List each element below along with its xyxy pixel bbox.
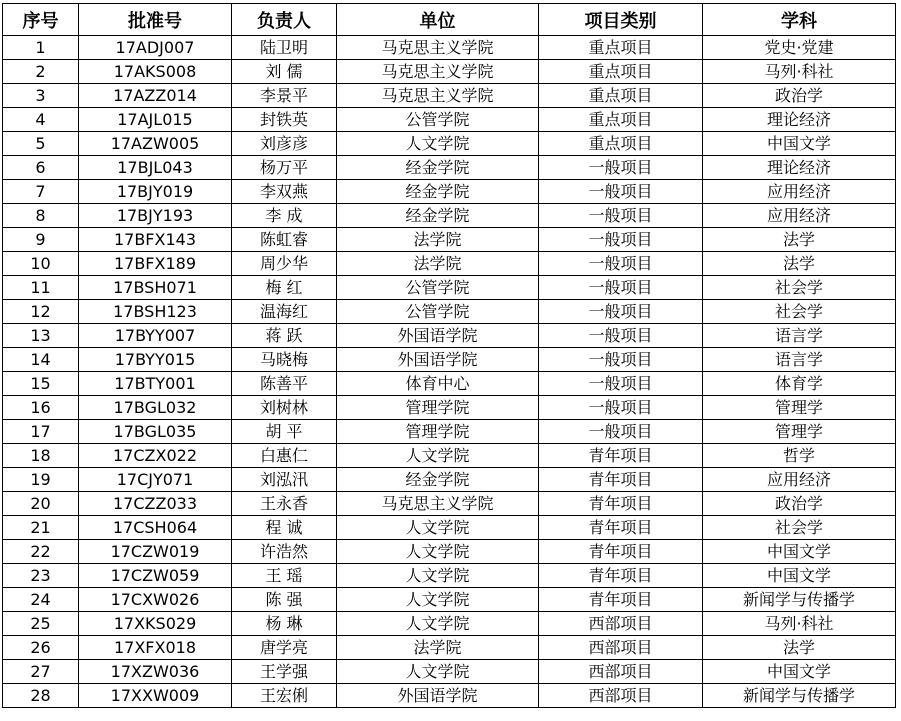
table-row: [3, 180, 896, 204]
cell-discipline: 管理学: [703, 420, 896, 444]
cell-index: 24: [3, 588, 79, 612]
table-row: [3, 660, 896, 684]
cell-leader: 陈 强: [232, 588, 337, 612]
cell-approval-number: 17BYY015: [79, 348, 232, 372]
cell-index: 1: [3, 36, 79, 60]
cell-unit: 人文学院: [337, 132, 539, 156]
cell-index: 4: [3, 108, 79, 132]
cell-index: 19: [3, 468, 79, 492]
cell-approval-number: 17BJY019: [79, 180, 232, 204]
header-project-category: 项目类别: [539, 4, 703, 36]
cell-leader: 刘泓汛: [232, 468, 337, 492]
cell-index: 23: [3, 564, 79, 588]
cell-discipline: 新闻学与传播学: [703, 684, 896, 708]
cell-discipline: 中国文学: [703, 660, 896, 684]
cell-unit: 马克思主义学院: [337, 60, 539, 84]
table-row: [3, 156, 896, 180]
cell-approval-number: 17BYY007: [79, 324, 232, 348]
cell-project-category: 一般项目: [539, 228, 703, 252]
cell-discipline: 马列·科社: [703, 612, 896, 636]
cell-index: 18: [3, 444, 79, 468]
cell-index: 20: [3, 492, 79, 516]
cell-project-category: 一般项目: [539, 396, 703, 420]
table-row: [3, 300, 896, 324]
table-row: [3, 444, 896, 468]
cell-project-category: 青年项目: [539, 468, 703, 492]
cell-project-category: 一般项目: [539, 156, 703, 180]
table-row: [3, 540, 896, 564]
cell-discipline: 法学: [703, 636, 896, 660]
cell-leader: 李双燕: [232, 180, 337, 204]
cell-leader: 程 诚: [232, 516, 337, 540]
cell-index: 5: [3, 132, 79, 156]
cell-approval-number: 17AZZ014: [79, 84, 232, 108]
cell-approval-number: 17ADJ007: [79, 36, 232, 60]
table-row: [3, 516, 896, 540]
cell-discipline: 应用经济: [703, 180, 896, 204]
cell-discipline: 语言学: [703, 348, 896, 372]
cell-unit: 经金学院: [337, 180, 539, 204]
table-row: [3, 132, 896, 156]
cell-leader: 梅 红: [232, 276, 337, 300]
cell-unit: 马克思主义学院: [337, 36, 539, 60]
cell-discipline: 政治学: [703, 84, 896, 108]
cell-project-category: 重点项目: [539, 108, 703, 132]
cell-project-category: 一般项目: [539, 252, 703, 276]
cell-project-category: 西部项目: [539, 612, 703, 636]
cell-discipline: 社会学: [703, 516, 896, 540]
cell-project-category: 青年项目: [539, 564, 703, 588]
cell-unit: 法学院: [337, 636, 539, 660]
table-row: [3, 348, 896, 372]
table-row: [3, 324, 896, 348]
cell-approval-number: 17AJL015: [79, 108, 232, 132]
cell-leader: 温海红: [232, 300, 337, 324]
cell-project-category: 西部项目: [539, 660, 703, 684]
cell-approval-number: 17BGL035: [79, 420, 232, 444]
table-row: [3, 636, 896, 660]
cell-project-category: 西部项目: [539, 636, 703, 660]
cell-project-category: 一般项目: [539, 204, 703, 228]
cell-approval-number: 17CJY071: [79, 468, 232, 492]
cell-unit: 人文学院: [337, 516, 539, 540]
table-row: [3, 564, 896, 588]
header-row: [3, 4, 896, 36]
cell-project-category: 一般项目: [539, 348, 703, 372]
cell-approval-number: 17BTY001: [79, 372, 232, 396]
table-row: [3, 588, 896, 612]
cell-discipline: 体育学: [703, 372, 896, 396]
table-row: [3, 420, 896, 444]
cell-discipline: 理论经济: [703, 156, 896, 180]
cell-discipline: 哲学: [703, 444, 896, 468]
cell-index: 15: [3, 372, 79, 396]
table-row: [3, 60, 896, 84]
cell-leader: 封铁英: [232, 108, 337, 132]
cell-discipline: 理论经济: [703, 108, 896, 132]
cell-unit: 法学院: [337, 228, 539, 252]
cell-unit: 外国语学院: [337, 324, 539, 348]
cell-unit: 法学院: [337, 252, 539, 276]
cell-project-category: 重点项目: [539, 60, 703, 84]
cell-project-category: 重点项目: [539, 36, 703, 60]
cell-unit: 体育中心: [337, 372, 539, 396]
cell-approval-number: 17AKS008: [79, 60, 232, 84]
cell-unit: 马克思主义学院: [337, 84, 539, 108]
cell-discipline: 马列·科社: [703, 60, 896, 84]
cell-unit: 人文学院: [337, 564, 539, 588]
cell-approval-number: 17BSH123: [79, 300, 232, 324]
cell-approval-number: 17CSH064: [79, 516, 232, 540]
cell-discipline: 社会学: [703, 276, 896, 300]
cell-project-category: 西部项目: [539, 684, 703, 708]
cell-leader: 刘 儒: [232, 60, 337, 84]
cell-index: 10: [3, 252, 79, 276]
cell-project-category: 青年项目: [539, 540, 703, 564]
cell-leader: 王学强: [232, 660, 337, 684]
cell-discipline: 中国文学: [703, 132, 896, 156]
cell-leader: 王宏俐: [232, 684, 337, 708]
table-body: [3, 36, 896, 708]
cell-approval-number: 17XZW036: [79, 660, 232, 684]
cell-leader: 许浩然: [232, 540, 337, 564]
cell-unit: 外国语学院: [337, 684, 539, 708]
cell-leader: 胡 平: [232, 420, 337, 444]
cell-project-category: 一般项目: [539, 420, 703, 444]
cell-discipline: 语言学: [703, 324, 896, 348]
cell-project-category: 青年项目: [539, 516, 703, 540]
cell-leader: 白惠仁: [232, 444, 337, 468]
cell-unit: 人文学院: [337, 540, 539, 564]
table-row: [3, 372, 896, 396]
header-discipline: 学科: [703, 4, 896, 36]
table-row: [3, 252, 896, 276]
cell-leader: 王永香: [232, 492, 337, 516]
cell-leader: 唐学亮: [232, 636, 337, 660]
cell-discipline: 社会学: [703, 300, 896, 324]
cell-project-category: 一般项目: [539, 372, 703, 396]
cell-leader: 陈虹睿: [232, 228, 337, 252]
table-row: [3, 276, 896, 300]
cell-index: 25: [3, 612, 79, 636]
project-table: [2, 3, 896, 708]
cell-unit: 公管学院: [337, 276, 539, 300]
cell-approval-number: 17CZW019: [79, 540, 232, 564]
cell-unit: 外国语学院: [337, 348, 539, 372]
cell-index: 7: [3, 180, 79, 204]
table-row: [3, 492, 896, 516]
cell-index: 14: [3, 348, 79, 372]
cell-leader: 李 成: [232, 204, 337, 228]
cell-approval-number: 17BSH071: [79, 276, 232, 300]
cell-index: 28: [3, 684, 79, 708]
cell-discipline: 应用经济: [703, 204, 896, 228]
cell-approval-number: 17CXW026: [79, 588, 232, 612]
cell-approval-number: 17CZZ033: [79, 492, 232, 516]
cell-index: 11: [3, 276, 79, 300]
cell-index: 2: [3, 60, 79, 84]
cell-project-category: 重点项目: [539, 84, 703, 108]
cell-index: 27: [3, 660, 79, 684]
table-row: [3, 108, 896, 132]
header-leader: 负责人: [232, 4, 337, 36]
cell-approval-number: 17XKS029: [79, 612, 232, 636]
cell-approval-number: 17XFX018: [79, 636, 232, 660]
cell-project-category: 一般项目: [539, 180, 703, 204]
cell-leader: 王 瑶: [232, 564, 337, 588]
cell-index: 6: [3, 156, 79, 180]
table-row: [3, 684, 896, 708]
cell-discipline: 管理学: [703, 396, 896, 420]
cell-project-category: 青年项目: [539, 588, 703, 612]
cell-project-category: 重点项目: [539, 132, 703, 156]
cell-discipline: 应用经济: [703, 468, 896, 492]
cell-index: 8: [3, 204, 79, 228]
cell-leader: 周少华: [232, 252, 337, 276]
cell-index: 9: [3, 228, 79, 252]
cell-project-category: 一般项目: [539, 300, 703, 324]
cell-discipline: 中国文学: [703, 564, 896, 588]
cell-approval-number: 17BFX189: [79, 252, 232, 276]
cell-discipline: 新闻学与传播学: [703, 588, 896, 612]
table-row: [3, 228, 896, 252]
cell-index: 17: [3, 420, 79, 444]
cell-discipline: 政治学: [703, 492, 896, 516]
cell-leader: 李景平: [232, 84, 337, 108]
cell-discipline: 法学: [703, 252, 896, 276]
cell-approval-number: 17XXW009: [79, 684, 232, 708]
cell-unit: 经金学院: [337, 156, 539, 180]
cell-index: 21: [3, 516, 79, 540]
table-row: [3, 204, 896, 228]
cell-unit: 人文学院: [337, 660, 539, 684]
cell-index: 16: [3, 396, 79, 420]
cell-index: 13: [3, 324, 79, 348]
cell-project-category: 一般项目: [539, 324, 703, 348]
cell-unit: 经金学院: [337, 204, 539, 228]
cell-project-category: 青年项目: [539, 444, 703, 468]
cell-approval-number: 17CZX022: [79, 444, 232, 468]
cell-leader: 陈善平: [232, 372, 337, 396]
cell-unit: 管理学院: [337, 396, 539, 420]
header-unit: 单位: [337, 4, 539, 36]
table-row: [3, 84, 896, 108]
cell-approval-number: 17CZW059: [79, 564, 232, 588]
table-row: [3, 612, 896, 636]
cell-unit: 经金学院: [337, 468, 539, 492]
cell-index: 22: [3, 540, 79, 564]
cell-approval-number: 17AZW005: [79, 132, 232, 156]
cell-leader: 杨 琳: [232, 612, 337, 636]
cell-leader: 蒋 跃: [232, 324, 337, 348]
cell-project-category: 青年项目: [539, 492, 703, 516]
cell-discipline: 法学: [703, 228, 896, 252]
table-row: [3, 468, 896, 492]
cell-index: 26: [3, 636, 79, 660]
cell-unit: 人文学院: [337, 612, 539, 636]
table-row: [3, 396, 896, 420]
cell-unit: 马克思主义学院: [337, 492, 539, 516]
cell-leader: 马晓梅: [232, 348, 337, 372]
cell-leader: 刘树林: [232, 396, 337, 420]
cell-index: 12: [3, 300, 79, 324]
cell-discipline: 党史·党建: [703, 36, 896, 60]
cell-leader: 杨万平: [232, 156, 337, 180]
cell-project-category: 一般项目: [539, 276, 703, 300]
cell-discipline: 中国文学: [703, 540, 896, 564]
cell-approval-number: 17BJY193: [79, 204, 232, 228]
header-approval-number: 批准号: [79, 4, 232, 36]
cell-unit: 管理学院: [337, 420, 539, 444]
header-index: 序号: [3, 4, 79, 36]
cell-approval-number: 17BFX143: [79, 228, 232, 252]
cell-unit: 人文学院: [337, 588, 539, 612]
cell-leader: 刘彦彦: [232, 132, 337, 156]
cell-unit: 公管学院: [337, 300, 539, 324]
cell-approval-number: 17BJL043: [79, 156, 232, 180]
cell-unit: 人文学院: [337, 444, 539, 468]
cell-unit: 公管学院: [337, 108, 539, 132]
cell-approval-number: 17BGL032: [79, 396, 232, 420]
cell-index: 3: [3, 84, 79, 108]
cell-leader: 陆卫明: [232, 36, 337, 60]
table-row: [3, 36, 896, 60]
